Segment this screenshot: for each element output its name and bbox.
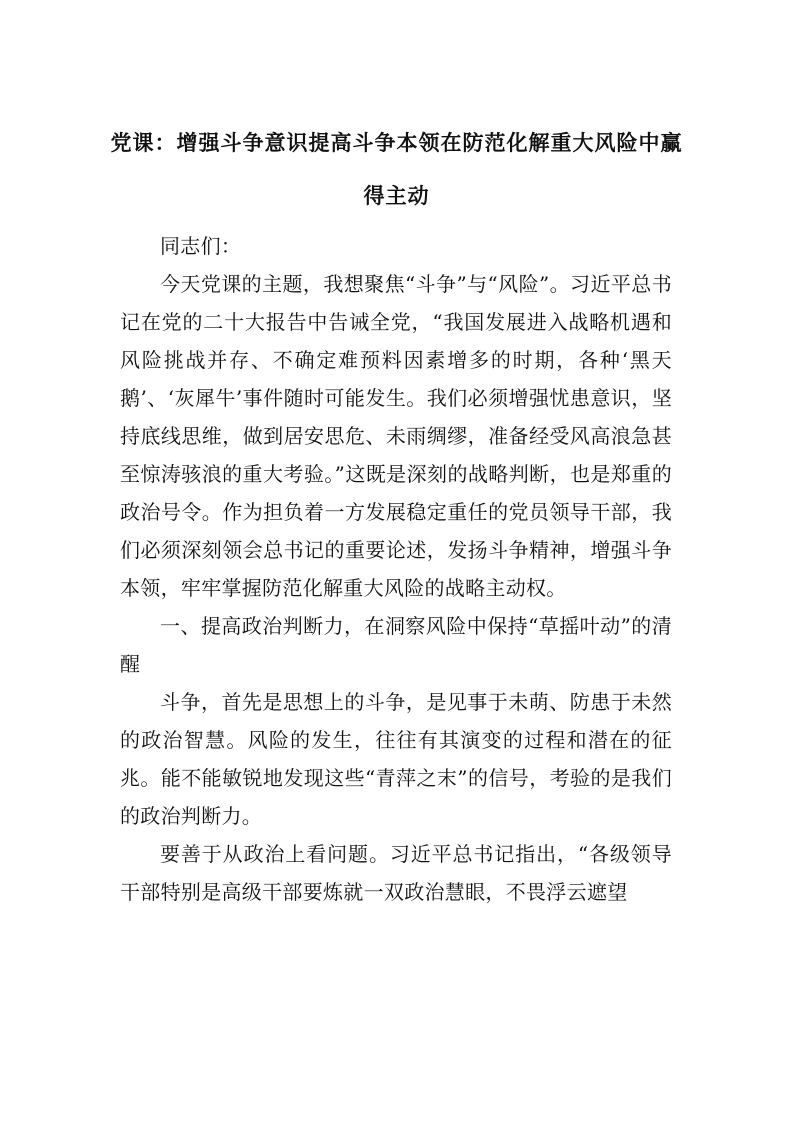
document-title-line-2: 得主动 <box>363 183 430 208</box>
paragraph-intro: 今天党课的主题，我想聚焦“斗争”与“风险”。习近平总书记在党的二十大报告中告诫全党，“我国发展进入战略机遇和风险挑战并存、不确定难预料因素增多的时期，各种‘黑天鹅’、‘灰犀牛’事件随时可能发生。我们必须增强忧患意识，坚持底线思维，做到居安思危、未雨绸缪，准备经受风高浪急甚至惊涛骇浪的重大考验。”这既是深刻的战略判断，也是郑重的政治号令。作为担负着一方发展稳定重任的党员领导干部，我们必须深刻领会总书记的重要论述，发扬斗争精神，增强斗争本领，牢牢掌握防范化解重大风险的战略主动权。 <box>120 272 672 600</box>
document-body <box>120 227 672 911</box>
paragraph-section-1-b: 要善于从政治上看问题。习近平总书记指出，“各级领导干部特别是高级干部要炼就一双政治慧眼，不畏浮云遮望 <box>120 842 672 904</box>
paragraph-section-1-a: 斗争，首先是思想上的斗争，是见事于未萌、防患于未然的政治智慧。风险的发生，往往有其演变的过程和潜在的征兆。能不能敏锐地发现这些“青萍之末”的信号，考验的是我们的政治判断力。 <box>120 690 672 828</box>
document-title-line-1: 党课：增强斗争意识提高斗争本领在防范化解重大风险中赢 <box>110 130 683 155</box>
section-heading-1: 一、提高政治判断力，在洞察风险中保持“草摇叶动”的清醒 <box>120 614 672 676</box>
salutation: 同志们： <box>160 234 242 258</box>
